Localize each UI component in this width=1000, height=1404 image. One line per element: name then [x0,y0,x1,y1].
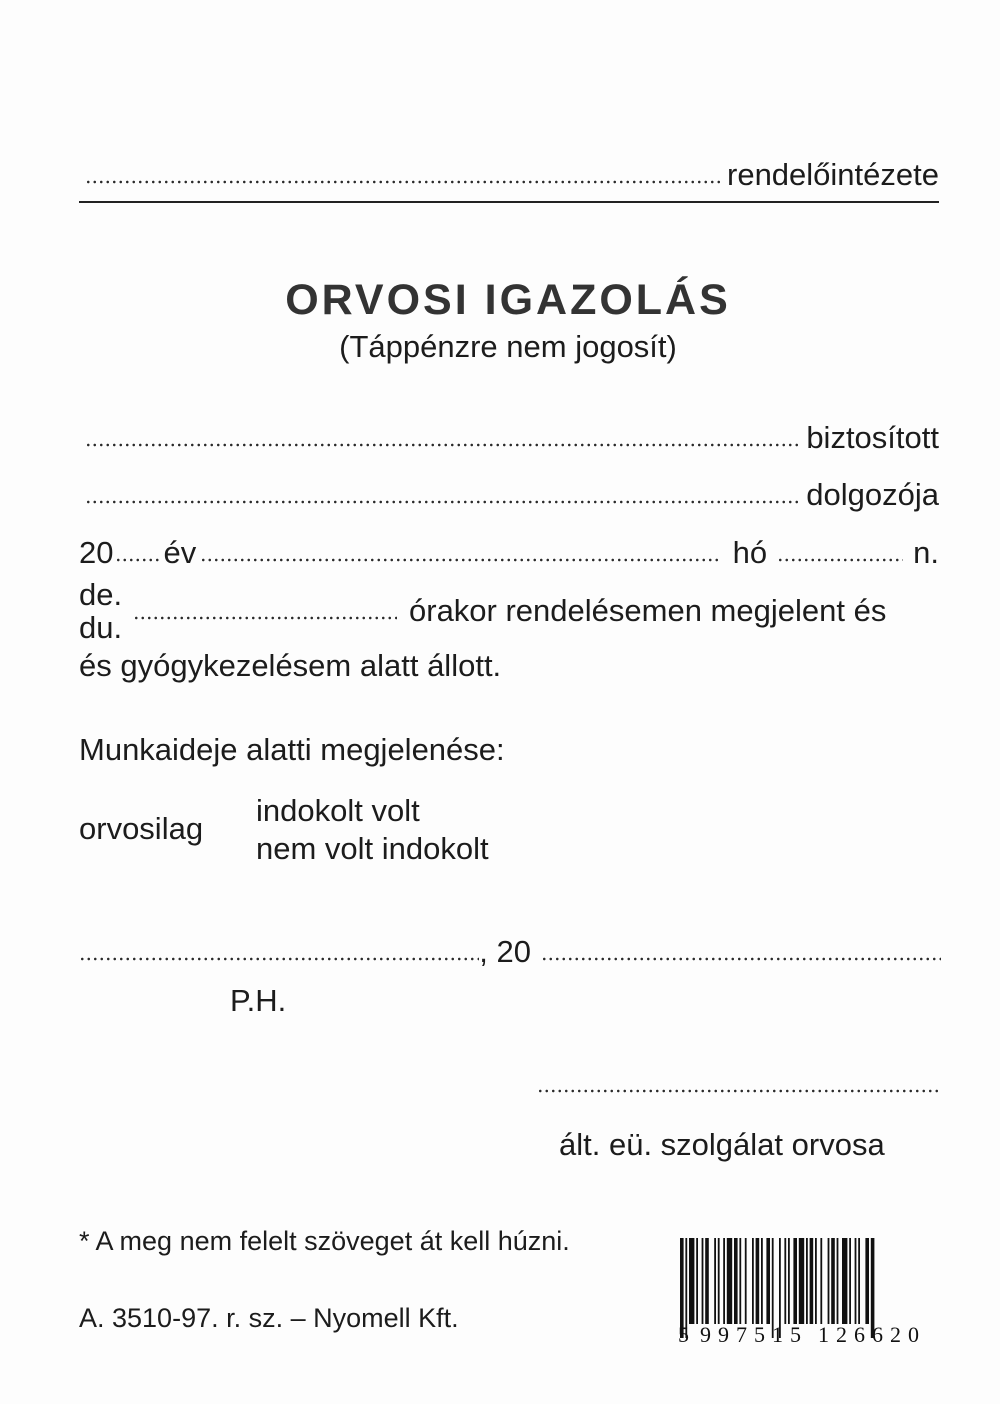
barcode-icon [678,1236,943,1346]
institution-dotted-field[interactable] [85,180,721,184]
barcode-bar [788,1238,790,1324]
barcode-digit: 7 [736,1322,747,1346]
barcode-bar [815,1238,817,1324]
month-label: hó [732,535,768,570]
barcode-bar [831,1238,835,1324]
date-separator: , 20 [479,934,531,969]
barcode-bar [842,1238,847,1324]
appearance-line [133,593,939,629]
place-date-line [79,934,941,970]
institution-line [79,157,939,193]
barcode-digit: 2 [836,1322,847,1346]
barcode-bar [810,1238,814,1324]
employee-label: dolgozója [806,477,939,512]
year-dotted-field[interactable] [115,558,159,562]
barcode-bar [705,1238,709,1324]
stamp-label: P.H. [230,983,287,1018]
barcode-bar [793,1238,797,1324]
barcode-bar [752,1238,754,1324]
date-dotted-field[interactable] [541,957,941,961]
barcode-bar [761,1238,763,1324]
barcode-bar [766,1238,770,1324]
barcode-bar [806,1238,808,1324]
barcode-bar [718,1238,720,1324]
barcode-bar [865,1238,869,1324]
am-label: de. [79,577,123,612]
month-dotted-field[interactable] [200,558,718,562]
form-code: A. 3510-97. r. sz. – Nyomell Kft. [79,1303,459,1333]
year-label: év [163,535,197,570]
barcode-bar [820,1238,822,1324]
barcode-digit: 1 [818,1322,829,1346]
treatment-text: és gyógykezelésem alatt állott. [79,648,502,683]
barcode-digit: 9 [718,1322,729,1346]
document-title: ORVOSI IGAZOLÁS [285,276,731,324]
barcode-digit: 0 [908,1322,919,1346]
barcode-bar [855,1238,857,1324]
barcode-bar [727,1238,732,1324]
doctor-signature-dotted-field[interactable] [537,1089,941,1093]
insured-dotted-field[interactable] [85,443,800,447]
barcode-bar [828,1238,830,1324]
date-line [79,535,939,571]
barcode-digit: 5 [790,1322,801,1346]
barcode-digit: 6 [872,1322,883,1346]
day-dotted-field[interactable] [777,558,903,562]
barcode-digit: 1 [772,1322,783,1346]
barcode-digit: 5 [754,1322,765,1346]
option-not-justified[interactable]: nem volt indokolt [256,831,489,866]
option-justified[interactable]: indokolt volt [256,793,420,828]
year-prefix: 20 [79,535,114,570]
header-rule [79,201,939,203]
barcode-bar [723,1238,725,1324]
barcode-bar [689,1238,694,1324]
barcode-bar [858,1238,860,1324]
barcode-bar [837,1238,839,1324]
footer-note: * A meg nem felelt szöveget át kell húzni. [79,1226,570,1256]
barcode-bar [849,1238,851,1324]
barcode-digit: 5 [678,1322,689,1346]
appeared-text: órakor rendelésemen megjelent és [409,593,887,628]
barcode-bar [745,1238,747,1324]
work-heading: Munkaideje alatti megjelenése: [79,732,505,767]
insured-label: biztosított [806,420,939,455]
barcode-bar [714,1238,716,1324]
employee-dotted-field[interactable] [85,500,800,504]
barcode-bar [734,1238,738,1324]
day-label: n. [913,535,939,570]
insured-line [79,420,939,456]
barcode-digit: 2 [890,1322,901,1346]
barcode-bar [702,1238,704,1324]
barcode-bar [696,1238,698,1324]
medically-label: orvosilag [79,811,204,846]
barcode-digit: 6 [854,1322,865,1346]
pm-label: du. [79,610,123,645]
document-subtitle: (Táppénzre nem jogosít) [339,329,677,364]
barcode-digit: 9 [700,1322,711,1346]
place-dotted-field[interactable] [79,957,479,961]
institution-suffix: rendelőintézete [727,157,939,192]
doctor-signature-line [537,1090,941,1094]
doctor-title: ált. eü. szolgálat orvosa [559,1127,885,1162]
barcode-bar [784,1238,786,1324]
barcode-bar [799,1238,804,1324]
barcode-bar [756,1238,760,1324]
barcode-bar [739,1238,741,1324]
hour-dotted-field[interactable] [133,616,397,620]
employee-line [79,477,939,513]
